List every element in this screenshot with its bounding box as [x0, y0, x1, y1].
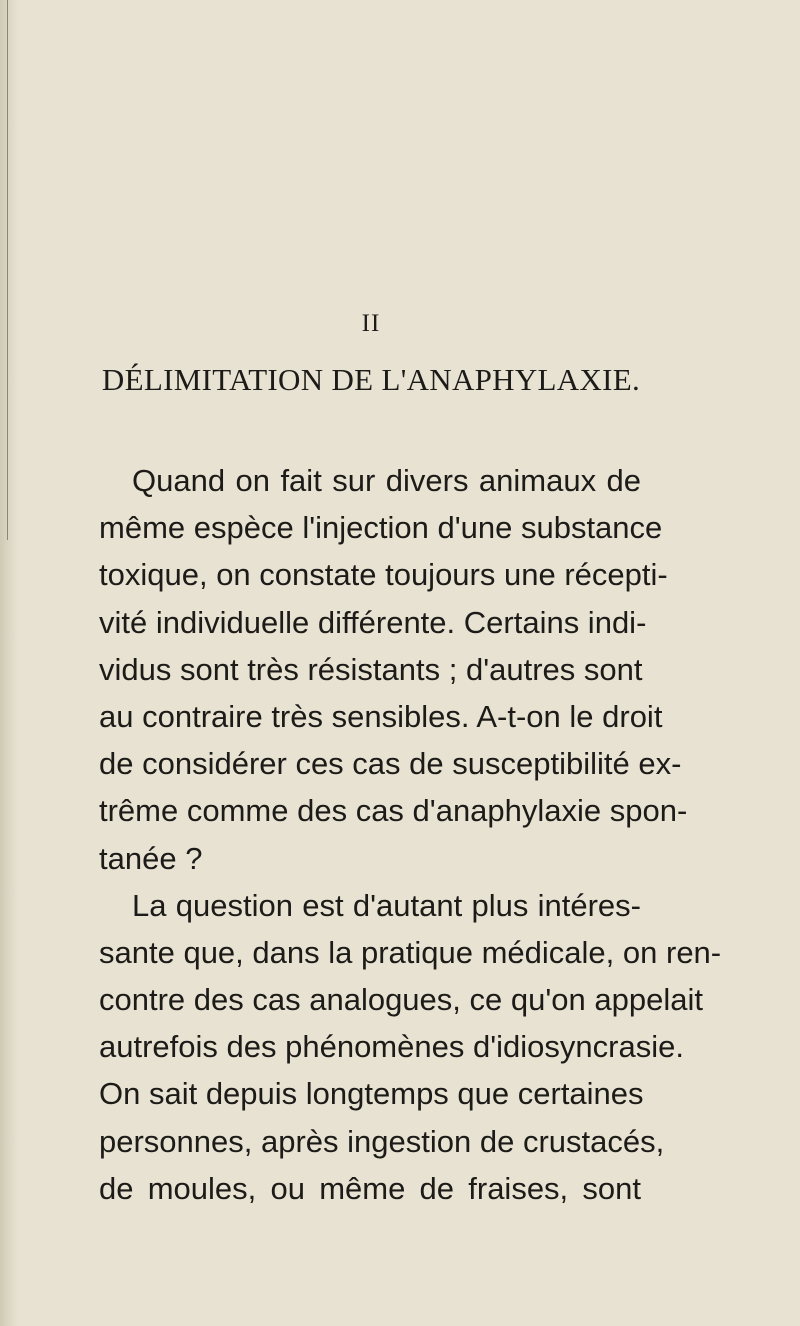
text-line: Quand on fait sur divers animaux de [132, 463, 641, 498]
text-line: autrefois des phénomènes d'idiosyncrasie. [99, 1029, 684, 1065]
text-line: au contraire très sensibles. A-t-on le droit [99, 698, 663, 734]
text-line: trême comme des cas d'anaphylaxie spon- [99, 793, 688, 829]
text-line: vité individuelle différente. Certains indi- [99, 604, 647, 640]
text-line: On sait depuis longtemps que certaines [99, 1076, 644, 1112]
chapter-title: DÉLIMITATION DE L'ANAPHYLAXIE. [101, 362, 641, 397]
chapter-number: II [361, 310, 381, 337]
text-line: de moules, ou même de fraises, sont [99, 1170, 641, 1206]
text-line: personnes, après ingestion de crustacés, [99, 1123, 665, 1159]
text-line: contre des cas analogues, ce qu'on appelait [99, 982, 703, 1018]
text-line: tanée ? [99, 840, 203, 876]
text-line: vidus sont très résistants ; d'autres sont [99, 651, 643, 687]
text-line: même espèce l'injection d'une substance [99, 510, 663, 546]
text-line: sante que, dans la pratique médicale, on ren- [99, 934, 722, 970]
body-text [99, 457, 722, 1212]
text-line: de considérer ces cas de susceptibilité ex- [99, 746, 682, 782]
text-line: La question est d'autant plus intéres- [132, 887, 641, 923]
text-line: toxique, on constate toujours une récepti- [99, 557, 668, 593]
page-gutter-shadow [0, 0, 18, 1326]
page-edge-line [7, 0, 8, 540]
